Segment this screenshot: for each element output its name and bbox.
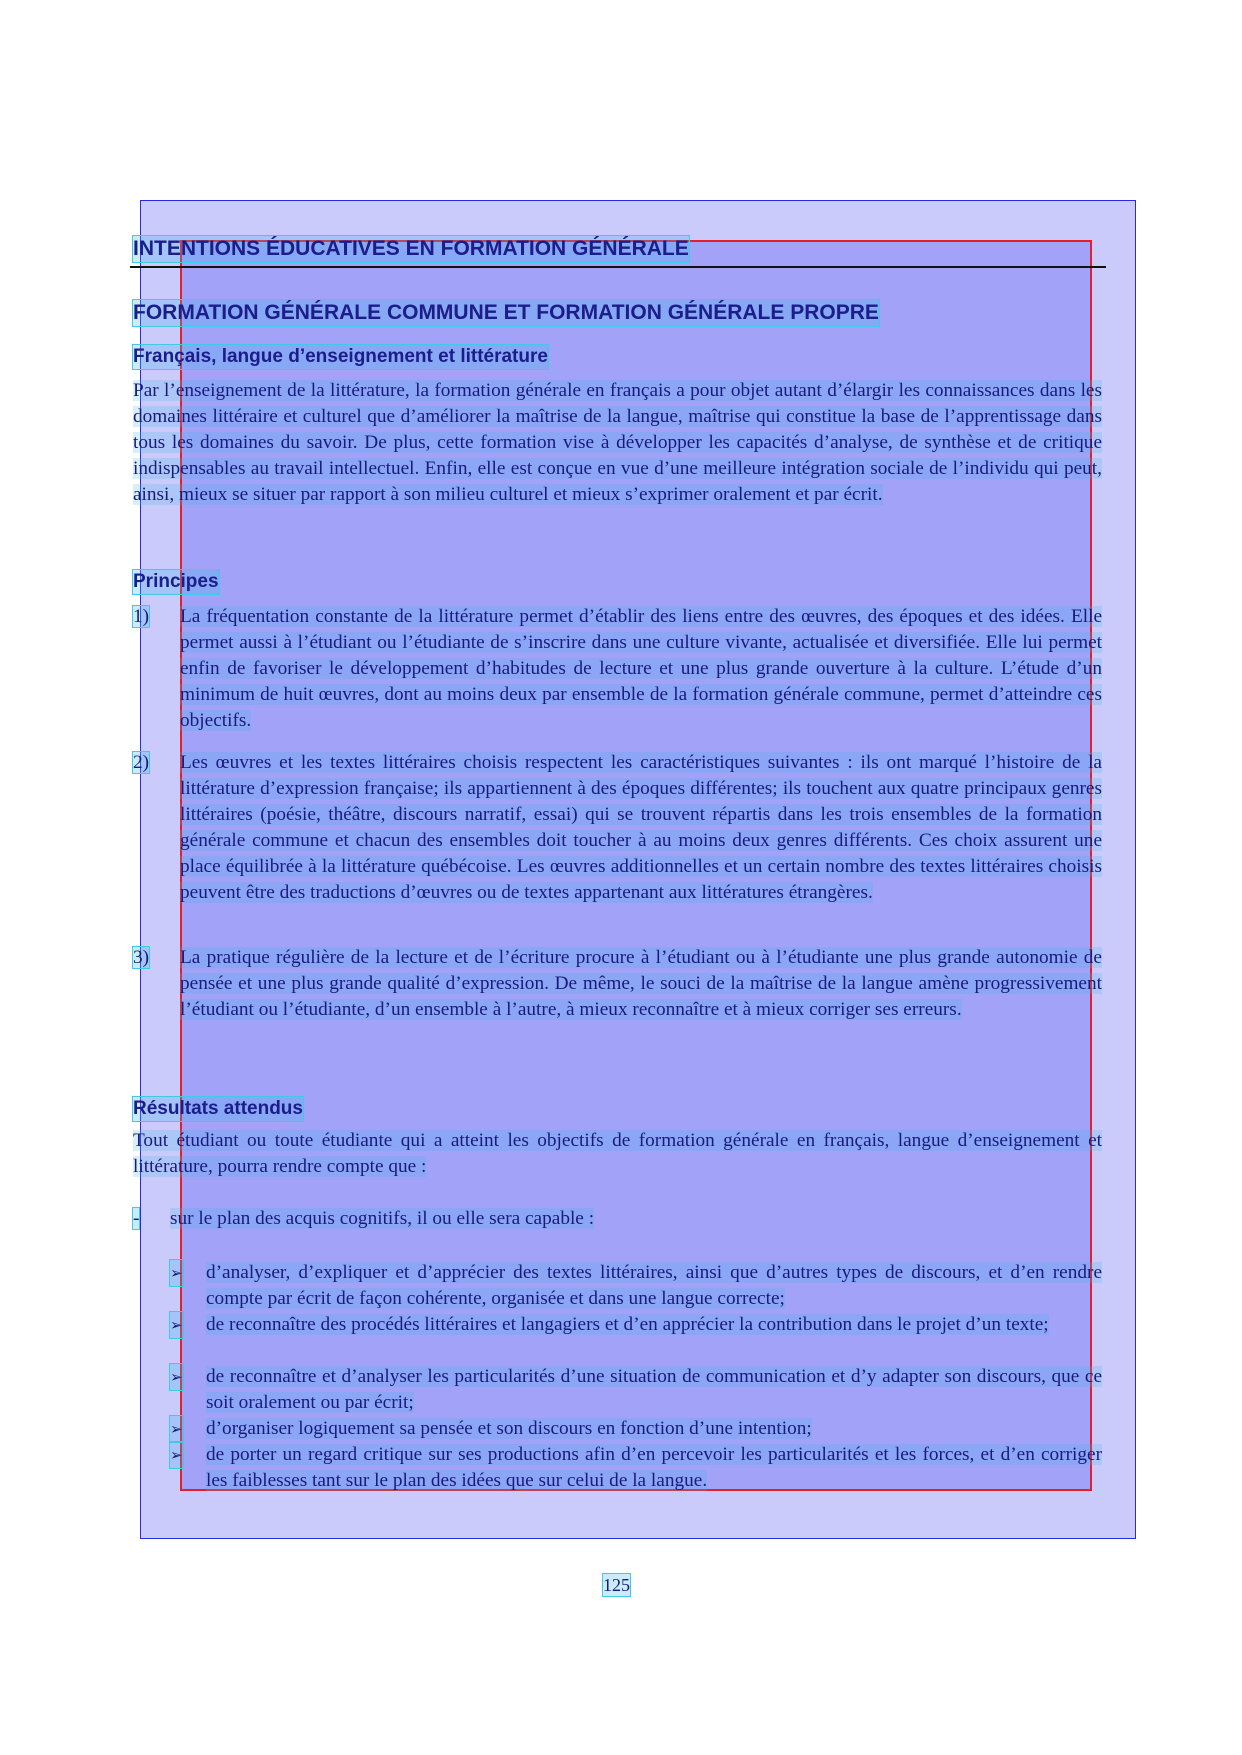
principle-item [180,604,1102,734]
result-bullet-text: de porter un regard critique sur ses productions afin d’en percevoir les particularités et les forces, et d’en corriger les faiblesses tant sur le plan des idées que sur celui de la langue. [206,1444,1102,1491]
result-bullet [206,1260,1102,1312]
principle-number: 2) [133,752,150,773]
results-intro-text: Tout étudiant ou toute étudiante qui a atteint les objectifs de formation générale en français, langue d’enseignement et littérature, pourra rendre compte que : [133,1130,1102,1177]
results-heading: Résultats attendus [133,1098,303,1119]
principle-item [180,750,1102,906]
result-bullet [206,1364,1102,1416]
intro-text: Par l’enseignement de la littérature, la formation générale en français a pour objet autant d’élargir les connaissances dans les domaines littéraire et culturel que d’améliorer la maîtrise de la langue, maîtrise qui constitue la base de l’apprentissage dans tous les domaines du savoir. De plus, cette formation vise à développer les capacités d’analyse, de synthèse et de critique indispensables au travail intellectuel. Enfin, elle est conçue en vue d’une meilleure intégration sociale de l’individu qui peut, ainsi, mieux se situer par rapport à son milieu culturel et mieux s’exprimer oralement et par écrit. [133,380,1102,505]
result-bullet-text: de reconnaître et d’analyser les particularités d’une situation de communication et d’y adapter son discours, que ce soit oralement ou par écrit; [206,1366,1102,1413]
header-rule [130,266,1106,268]
page-number: 125 [603,1575,630,1595]
results-intro [133,1128,1102,1180]
arrow-bullet-icon: ➢ [170,1442,183,1468]
result-bullet-text: d’analyser, d’expliquer et d’apprécier des textes littéraires, ainsi que d’autres types de discours, et d’en rendre compte par écrit de façon cohérente, organisée et dans une langue correcte; [206,1262,1102,1309]
arrow-bullet-icon: ➢ [170,1416,183,1442]
arrow-bullet-icon: ➢ [170,1312,183,1338]
result-bullet-text: de reconnaître des procédés littéraires et langagiers et d’en apprécier la contribution dans le projet d’un texte; [206,1314,1049,1335]
result-bullet [206,1416,1102,1442]
principle-text: La fréquentation constante de la littérature permet d’établir des liens entre des œuvres, des époques et des idées. Elle permet aussi à l’étudiant ou l’étudiante de s’inscrire dans une culture vivante, actualisée et diversifiée. Elle lui permet enfin de favoriser le développement d’habitudes de lecture et une plus grande ouverture à la culture. L’étude d’un minimum de huit œuvres, dont au moins deux par ensemble de la formation générale commune, permet d’atteindre ces objectifs. [180,606,1102,731]
principles-heading: Principes [133,571,219,592]
section-subtitle: Français, langue d’enseignement et littérature [133,346,548,367]
arrow-bullet-icon: ➢ [170,1260,183,1286]
arrow-bullet-icon: ➢ [170,1364,183,1390]
principle-text: La pratique régulière de la lecture et de l’écriture procure à l’étudiant ou à l’étudiante une plus grande autonomie de pensée et une plus grande qualité d’expression. De même, le souci de la maîtrise de la langue amène progressivement l’étudiant ou l’étudiante, d’un ensemble à l’autre, à mieux reconnaître et à mieux corriger ses erreurs. [180,947,1102,1020]
principle-item [180,945,1102,1023]
intro-paragraph [133,378,1102,508]
principle-number: 1) [133,606,150,627]
section-title: FORMATION GÉNÉRALE COMMUNE ET FORMATION GÉNÉRALE PROPRE [133,301,879,324]
dash-marker: - [133,1208,140,1229]
page-header-title: INTENTIONS ÉDUCATIVES EN FORMATION GÉNÉRALE [133,237,689,260]
principle-number: 3) [133,947,150,968]
result-bullet-text: d’organiser logiquement sa pensée et son discours en fonction d’une intention; [206,1418,812,1439]
cognitive-label [170,1206,870,1232]
principle-text: Les œuvres et les textes littéraires choisis respectent les caractéristiques suivantes : ils ont marqué l’histoire de la littérature d’expression française; ils appartiennent à des époques différentes; ils touchent aux quatre principaux genres littéraires (poésie, théâtre, discours narratif, essai) qui se trouvent répartis dans les trois ensembles de la formation générale commune et chacun des ensembles doit toucher à au moins deux genres différents. Ces choix assurent une place équilibrée à la littérature québécoise. Les œuvres additionnelles et un certain nombre des textes littéraires choisis peuvent être des traductions d’œuvres ou de textes appartenant aux littératures étrangères. [180,752,1102,903]
cognitive-label-text: sur le plan des acquis cognitifs, il ou elle sera capable : [170,1208,595,1229]
result-bullet [206,1312,1102,1338]
result-bullet [206,1442,1102,1494]
